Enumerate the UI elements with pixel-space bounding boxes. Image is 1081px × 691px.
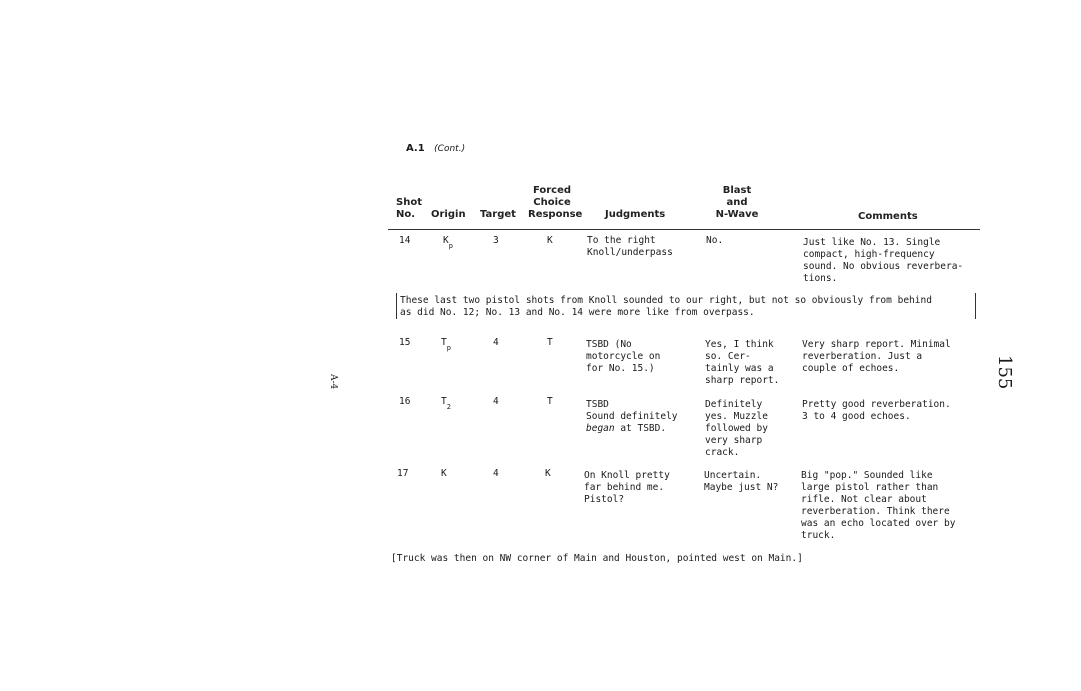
blast-n-wave: Uncertain. Maybe just N? xyxy=(704,470,779,493)
target: 4 xyxy=(493,468,499,479)
blast-n-wave: Yes, I think so. Cer- tainly was a sharp report. xyxy=(705,339,780,386)
header-blast-n-wave: Blast and N-Wave xyxy=(715,185,759,220)
target: 4 xyxy=(493,337,499,348)
blast-n-wave: No. xyxy=(706,235,724,246)
header-shot-no: Shot No. xyxy=(396,197,422,220)
comments: Big "pop." Sounded like large pistol rather than rifle. Not clear about reverberation. Think there was an echo located over by truck. xyxy=(801,470,956,541)
section-label: A.1 xyxy=(406,143,425,154)
shot-number: 15 xyxy=(399,337,411,348)
blast-n-wave: Definitely yes. Muzzle followed by very sharp crack. xyxy=(705,399,768,458)
section-title xyxy=(406,143,465,155)
origin: $T_2$ xyxy=(441,396,451,411)
judgments-line: Sound definitely xyxy=(586,411,678,422)
comments: Just like No. 13. Single compact, high-frequency sound. No obvious reverbera- tions. xyxy=(803,237,964,284)
judgments xyxy=(586,399,678,435)
forced-choice: T xyxy=(547,337,553,348)
header-target: Target xyxy=(480,209,516,220)
header-comments: Comments xyxy=(858,211,918,222)
section-cont: (Cont.) xyxy=(434,144,466,154)
header-origin: Origin xyxy=(431,209,466,220)
header-rule xyxy=(388,229,980,230)
origin: $K_p$ xyxy=(443,235,453,250)
target: 3 xyxy=(493,235,499,246)
footer-note: [Truck was then on NW corner of Main and Houston, pointed west on Main.] xyxy=(391,553,803,564)
forced-choice: K xyxy=(545,468,551,479)
judgments-line: TSBD xyxy=(586,399,609,410)
shot-number: 17 xyxy=(397,468,409,479)
header-forced-choice-response: Forced Choice Response xyxy=(528,185,583,220)
origin: K xyxy=(441,468,447,479)
shot-number: 16 xyxy=(399,396,411,407)
forced-choice: K xyxy=(547,235,553,246)
shot-number: 14 xyxy=(399,235,411,246)
forced-choice: T xyxy=(547,396,553,407)
comments: Very sharp report. Minimal reverberation. Just a couple of echoes. xyxy=(802,339,951,374)
judgments-line: began at TSBD. xyxy=(586,423,667,434)
comments: Pretty good reverberation. 3 to 4 good echoes. xyxy=(802,399,951,422)
page-number: 155 xyxy=(994,355,1015,390)
judgments: On Knoll pretty far behind me. Pistol? xyxy=(584,470,670,505)
judgments: TSBD (No motorcycle on for No. 15.) xyxy=(586,339,661,374)
origin: $T_p$ xyxy=(441,337,451,352)
judgments: To the right Knoll/underpass xyxy=(587,235,673,258)
note-between-rows: These last two pistol shots from Knoll sounded to our right, but not so obviously from behind as did No. 12; No. 13 and No. 14 were more like from overpass. xyxy=(400,295,932,318)
target: 4 xyxy=(493,396,499,407)
header-judgments: Judgments xyxy=(605,209,666,220)
appendix-page-label: A-4 xyxy=(328,374,338,390)
